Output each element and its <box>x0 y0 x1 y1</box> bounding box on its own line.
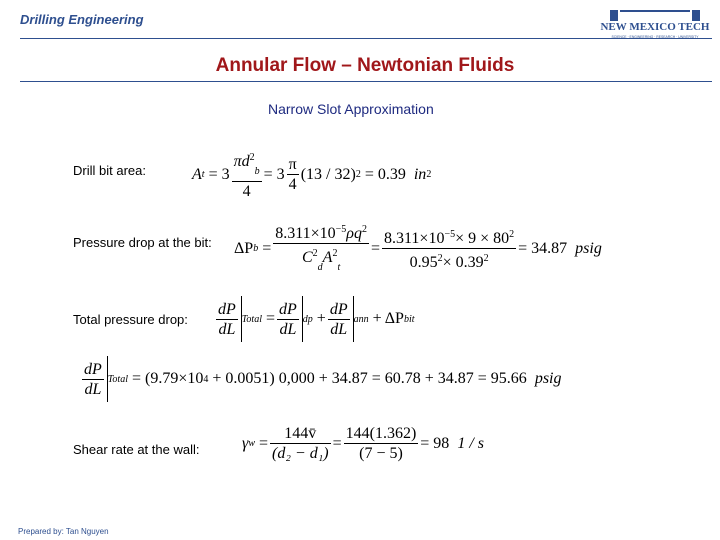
bit-pressure-equation: ΔP b = $\frac{8.311\times 10^{-5}\rho q^2}{C^2_dA^2_t}$ = $\frac{8.311\times 10^{-5}\times 9 \times 80^2}{0.95^2\times 0.39^2}$ = 34.87 psig <box>234 220 602 277</box>
slide-subtitle: Narrow Slot Approximation <box>268 101 434 117</box>
shear-rate-label: Shear rate at the wall: <box>73 442 200 457</box>
slide-title: Annular Flow – Newtonian Fluids <box>215 55 515 76</box>
title-divider <box>20 81 712 82</box>
bit-area-equation: A t = 3 $\frac{\pi d^2_b}{4}$ = 3 $\frac{\pi}{4}$ (13 / 32) 2 = 0.39 in 2 <box>192 148 431 201</box>
course-label: Drilling Engineering <box>20 12 144 27</box>
logo-tagline: SCIENCE · ENGINEERING · RESEARCH · UNIVERSITY <box>611 35 699 39</box>
logo-text: NEW MEXICO TECH <box>600 21 710 33</box>
bit-pressure-label: Pressure drop at the bit: <box>73 235 212 250</box>
university-logo <box>596 6 714 42</box>
header-divider <box>20 38 712 39</box>
bit-area-label: Drill bit area: <box>73 163 146 178</box>
total-pressure-label: Total pressure drop: <box>73 312 188 327</box>
total-pressure-value-equation: $\frac{dP}{dL}$ Total = (9.79×10 4 + 0.0051) 0,000 + 34.87 = 60.78 + 34.87 = 95.66 psig <box>80 356 561 402</box>
shear-rate-equation: γ w = $\frac{144v̄}{\text{(d₂ − d₁)}}$ = $\frac{144(1.362)}{(7 - 5)}$ = 98 1 / s <box>242 425 484 462</box>
footer-credit: Prepared by: Tan Nguyen <box>18 527 109 536</box>
total-pressure-equation: $\frac{dP}{dL}$ Total = $\frac{dP}{dL}$ dp + $\frac{dP}{dL}$ ann + ΔP bit <box>214 296 415 342</box>
